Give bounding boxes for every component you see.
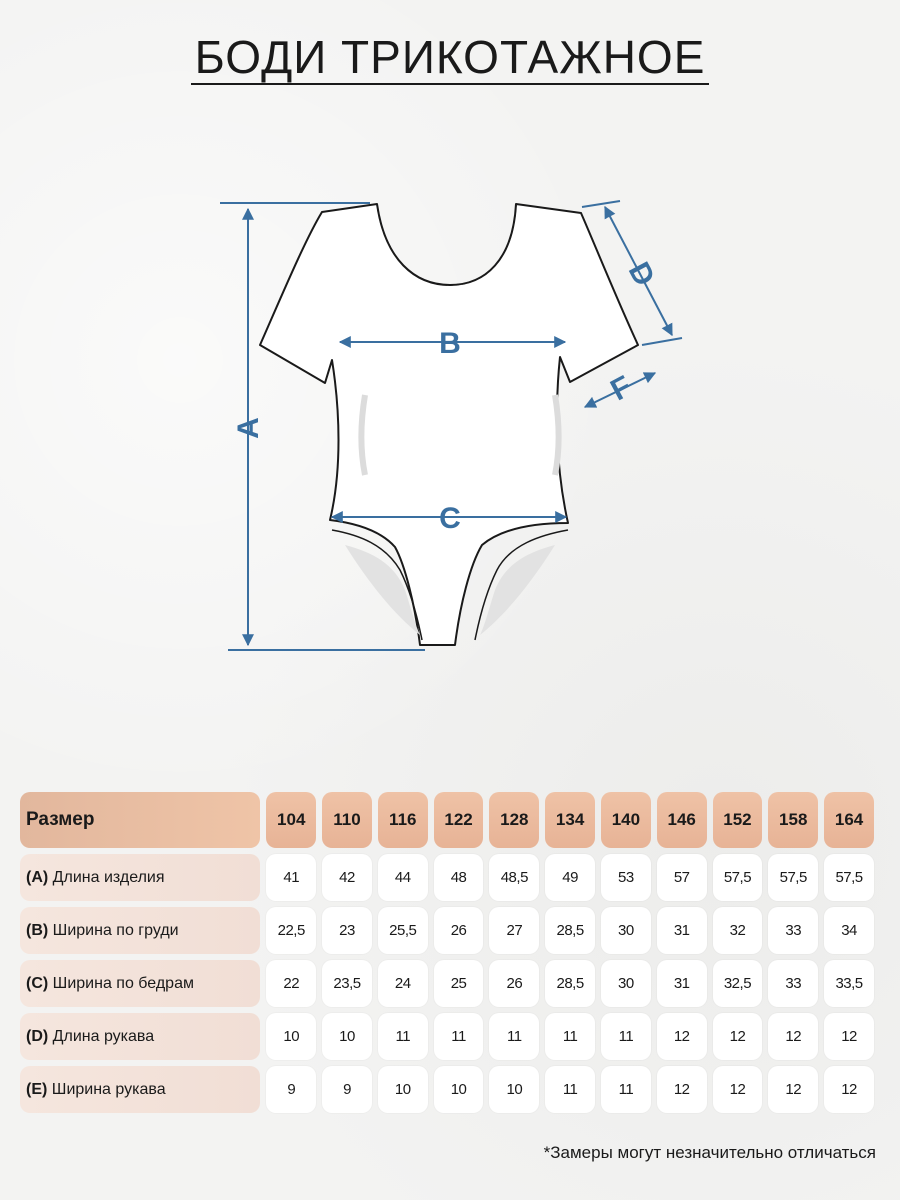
- table-cell: 22,5: [266, 907, 316, 954]
- table-cell: 30: [601, 960, 651, 1007]
- table-cell: 48,5: [489, 854, 539, 901]
- table-cell: 28,5: [545, 907, 595, 954]
- table-cell: 53: [601, 854, 651, 901]
- table-cell: 24: [378, 960, 428, 1007]
- table-cell: 42: [322, 854, 372, 901]
- table-cell: 11: [545, 1066, 595, 1113]
- table-cell: 31: [657, 960, 707, 1007]
- table-cell: 10: [266, 1013, 316, 1060]
- measurement-label: [20, 1066, 260, 1113]
- size-header: 146: [657, 792, 707, 848]
- measurement-name: Ширина рукава: [51, 1080, 166, 1098]
- measurement-label: [20, 907, 260, 954]
- table-cell: 34: [824, 907, 874, 954]
- table-cell: 30: [601, 907, 651, 954]
- table-cell: 41: [266, 854, 316, 901]
- table-cell: 57,5: [713, 854, 763, 901]
- table-cell: 11: [601, 1066, 651, 1113]
- measurement-name: Длина изделия: [52, 868, 165, 886]
- size-header: 152: [713, 792, 763, 848]
- size-header: 134: [545, 792, 595, 848]
- table-cell: 26: [434, 907, 484, 954]
- bodysuit-diagram: [210, 185, 690, 665]
- size-table: [20, 786, 880, 1119]
- table-cell: 11: [378, 1013, 428, 1060]
- table-cell: 25: [434, 960, 484, 1007]
- table-cell: 12: [713, 1013, 763, 1060]
- table-cell: 57,5: [824, 854, 874, 901]
- table-cell: 33: [768, 960, 818, 1007]
- dimension-b-label: B: [439, 327, 461, 360]
- table-cell: 49: [545, 854, 595, 901]
- table-cell: 12: [768, 1066, 818, 1113]
- measurement-code: (C): [26, 974, 49, 992]
- table-cell: 11: [601, 1013, 651, 1060]
- size-header: 128: [489, 792, 539, 848]
- table-row: [20, 854, 874, 901]
- measurement-code: (E): [26, 1080, 48, 1098]
- table-row: [20, 907, 874, 954]
- table-cell: 12: [657, 1013, 707, 1060]
- size-header: 104: [266, 792, 316, 848]
- table-cell: 12: [657, 1066, 707, 1113]
- table-cell: 10: [489, 1066, 539, 1113]
- table-cell: 57: [657, 854, 707, 901]
- table-cell: 10: [378, 1066, 428, 1113]
- size-header: 164: [824, 792, 874, 848]
- measurement-name: Ширина по бедрам: [52, 974, 194, 992]
- table-cell: 11: [489, 1013, 539, 1060]
- table-cell: 48: [434, 854, 484, 901]
- table-cell: 10: [322, 1013, 372, 1060]
- table-cell: 12: [824, 1066, 874, 1113]
- table-cell: 28,5: [545, 960, 595, 1007]
- measurement-name: Длина рукава: [52, 1027, 155, 1045]
- garment-outline: [260, 204, 638, 645]
- table-cell: 44: [378, 854, 428, 901]
- measurement-name: Ширина по груди: [52, 921, 179, 939]
- dimension-a-label: A: [231, 417, 265, 439]
- measurement-note: *Замеры могут незначительно отличаться: [543, 1143, 876, 1162]
- dimension-d-label: D: [621, 256, 662, 292]
- measurement-code: (D): [26, 1027, 49, 1045]
- table-cell: 11: [545, 1013, 595, 1060]
- measurement-label: [20, 854, 260, 901]
- size-header: 116: [378, 792, 428, 848]
- table-cell: 25,5: [378, 907, 428, 954]
- table-cell: 33,5: [824, 960, 874, 1007]
- table-cell: 11: [434, 1013, 484, 1060]
- table-cell: 22: [266, 960, 316, 1007]
- table-cell: 26: [489, 960, 539, 1007]
- measurement-label: [20, 1013, 260, 1060]
- size-header: 122: [434, 792, 484, 848]
- table-cell: 10: [434, 1066, 484, 1113]
- table-row: [20, 1066, 874, 1113]
- table-cell: 12: [824, 1013, 874, 1060]
- table-cell: 12: [713, 1066, 763, 1113]
- table-row: [20, 960, 874, 1007]
- dimension-f-label: F: [605, 369, 638, 408]
- table-cell: 32,5: [713, 960, 763, 1007]
- table-cell: 9: [322, 1066, 372, 1113]
- size-header: 140: [601, 792, 651, 848]
- table-cell: 31: [657, 907, 707, 954]
- measurement-code: (B): [26, 921, 49, 939]
- table-cell: 12: [768, 1013, 818, 1060]
- table-cell: 57,5: [768, 854, 818, 901]
- size-header-label: Размер: [20, 792, 260, 848]
- measurement-code: (A): [26, 868, 49, 886]
- size-header: 158: [768, 792, 818, 848]
- table-cell: 27: [489, 907, 539, 954]
- table-header-row: [20, 792, 874, 848]
- dimension-c-label: C: [439, 502, 461, 535]
- page-title: БОДИ ТРИКОТАЖНОЕ: [0, 30, 900, 85]
- table-row: [20, 1013, 874, 1060]
- size-header: 110: [322, 792, 372, 848]
- table-cell: 23: [322, 907, 372, 954]
- measurement-label: [20, 960, 260, 1007]
- table-cell: 32: [713, 907, 763, 954]
- table-cell: 9: [266, 1066, 316, 1113]
- table-cell: 23,5: [322, 960, 372, 1007]
- table-cell: 33: [768, 907, 818, 954]
